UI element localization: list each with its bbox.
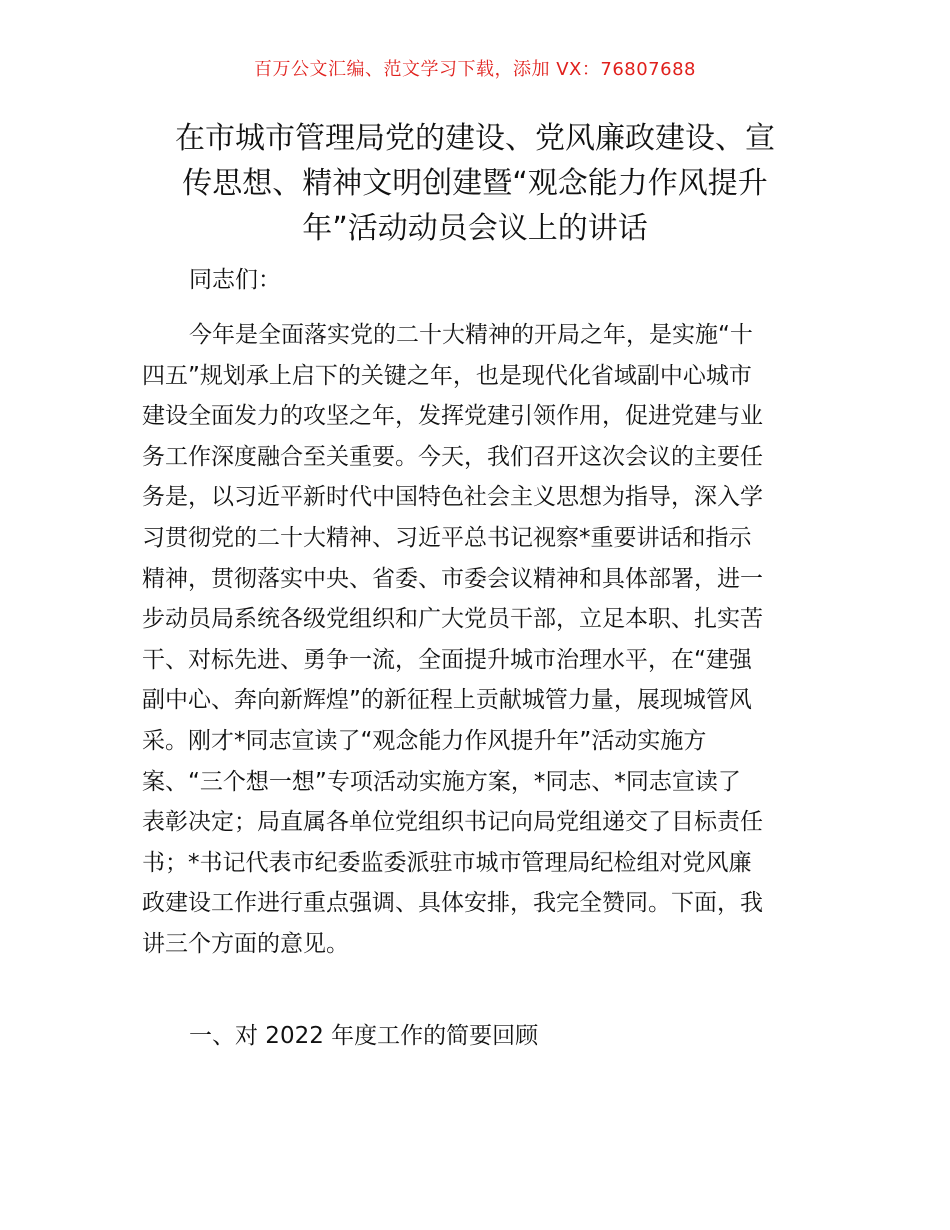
section-heading: 一、对 2022 年度工作的简要回顾 [189,1023,539,1049]
paragraph-line: 案、“三个想一想”专项活动实施方案，*同志、*同志宣读了 [142,768,741,795]
paragraph-line: 采。刚才*同志宣读了“观念能力作风提升年”活动实施方 [142,727,707,754]
title-line: 在市城市管理局党的建设、党风廉政建设、宣 [175,121,775,156]
paragraph-line: 书；*书记代表市纪委监委派驻市城市管理局纪检组对党风廉 [142,849,752,876]
paragraph-line: 精神，贯彻落实中央、省委、市委会议精神和具体部署，进一 [142,565,763,592]
paragraph-line: 干、对标先进、勇争一流，全面提升城市治理水平，在“建强 [142,646,752,673]
paragraph-line: 务是，以习近平新时代中国特色社会主义思想为指导，深入学 [142,484,763,511]
paragraph-line: 讲三个方面的意见。 [142,930,349,957]
paragraph-1 [142,315,810,965]
paragraph-line: 务工作深度融合至关重要。今天，我们召开这次会议的主要任 [142,443,763,470]
title-line: 年”活动动员会议上的讲话 [302,211,648,246]
paragraph-line: 建设全面发力的攻坚之年，发挥党建引领作用，促进党建与业 [142,403,763,430]
document-title [130,116,820,251]
title-line: 传思想、精神文明创建暨“观念能力作风提升 [182,166,768,201]
paragraph-line: 政建设工作进行重点强调、具体安排，我完全赞同。下面，我 [142,890,763,917]
paragraph-line: 四五”规划承上启下的关键之年，也是现代化省域副中心城市 [142,362,752,389]
header-note: 百万公文汇编、范文学习下载，添加 VX：76807688 [254,59,696,80]
salutation: 同志们： [189,267,281,293]
paragraph-line: 今年是全面落实党的二十大精神的开局之年，是实施“十 [189,322,753,348]
paragraph-line: 步动员局系统各级党组织和广大党员干部，立足本职、扎实苦 [142,606,763,633]
paragraph-line: 副中心、奔向新辉煌”的新征程上贡献城管力量，展现城管风 [142,687,752,714]
paragraph-line: 习贯彻党的二十大精神、习近平总书记视察*重要讲话和指示 [142,524,752,551]
paragraph-line: 表彰决定；局直属各单位党组织书记向局党组递交了目标责任 [142,809,763,836]
